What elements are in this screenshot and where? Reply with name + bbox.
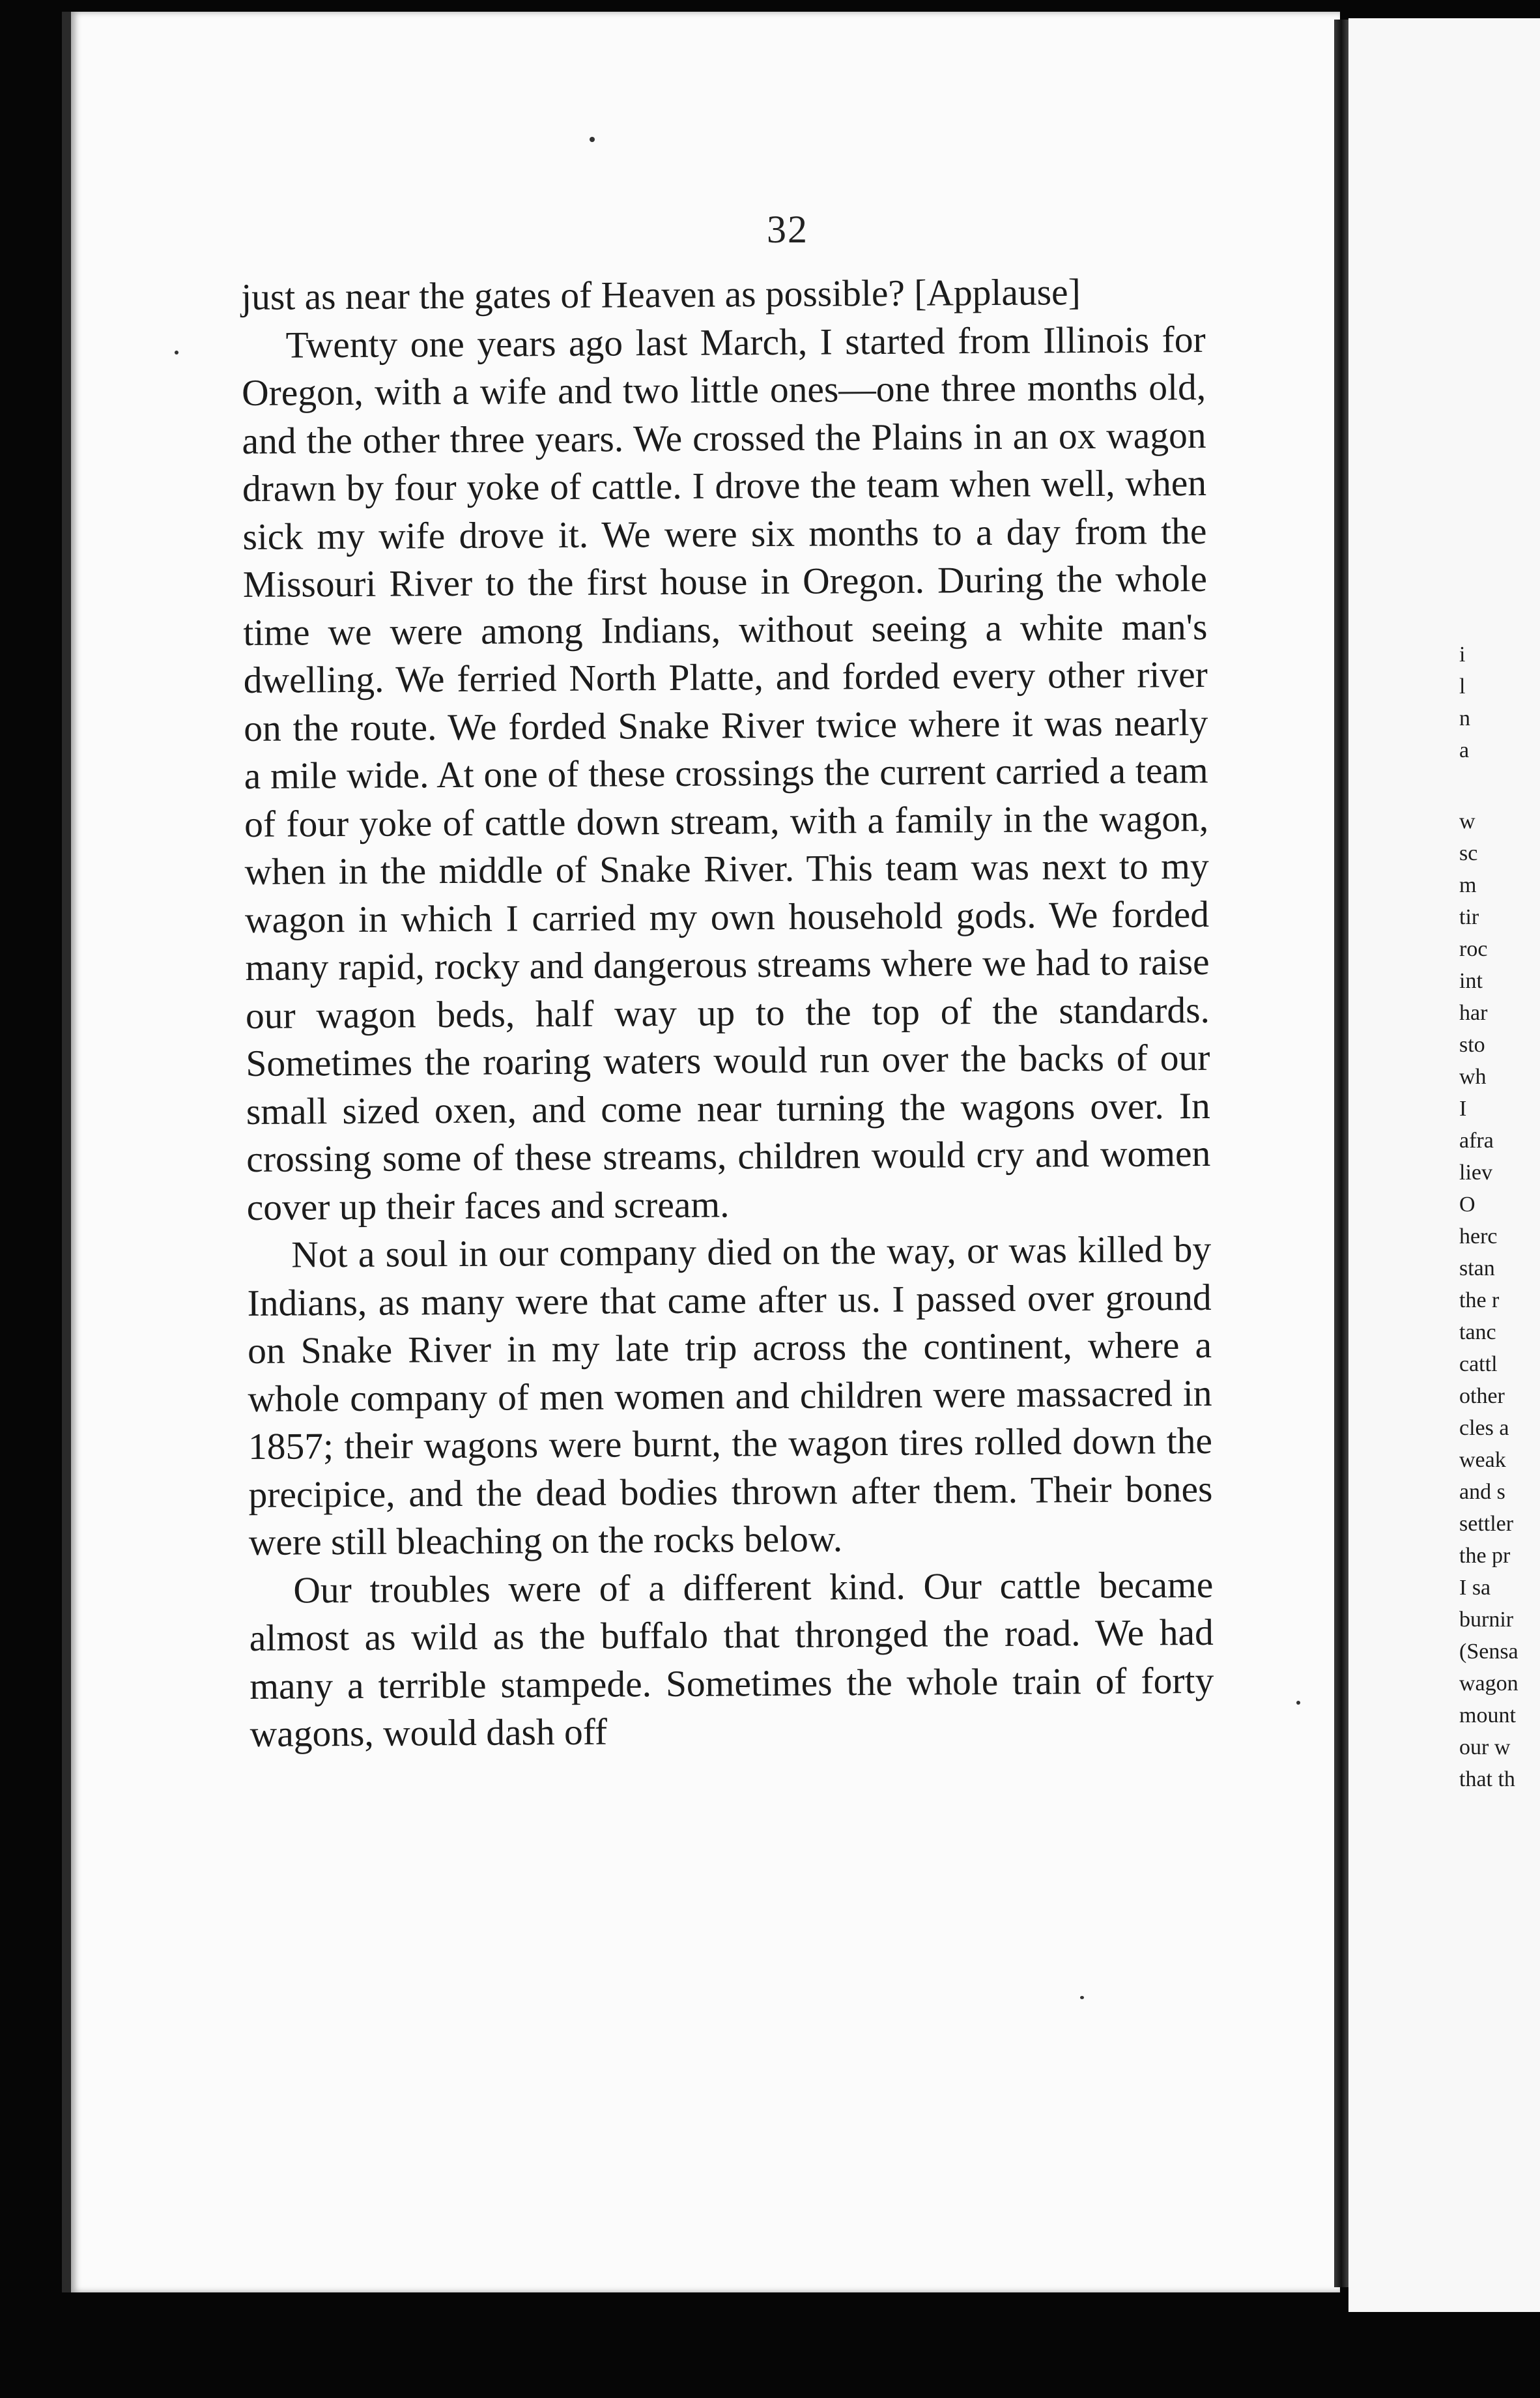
- scan-speck: [175, 351, 178, 354]
- facing-line: cles a: [1459, 1416, 1509, 1440]
- facing-line: m: [1459, 873, 1477, 897]
- facing-line: n: [1459, 706, 1470, 730]
- page-body-text: [241, 268, 1214, 1758]
- scan-speck: [1296, 1701, 1300, 1705]
- paragraph-continuation: just as near the gates of Heaven as possible? [Applause]: [241, 272, 1081, 318]
- facing-line: sc: [1459, 841, 1478, 865]
- facing-line: O: [1459, 1192, 1476, 1217]
- facing-line: (Sensa: [1459, 1640, 1519, 1664]
- facing-line: har: [1459, 1001, 1488, 1025]
- paragraph-troubles: Our troubles were of a different kind. Our cattle became almost as wild as the buffalo that thronged the road. We had many a terrible stampede. Sometimes the whole train of forty wagons, would dash off: [249, 1564, 1214, 1755]
- facing-line: other: [1459, 1384, 1505, 1408]
- facing-line: w: [1459, 809, 1476, 833]
- facing-line: the r: [1459, 1288, 1500, 1312]
- facing-line: a: [1459, 738, 1470, 762]
- facing-line: mount: [1459, 1703, 1516, 1727]
- paragraph-company: Not a soul in our company died on the way, or was killed by Indians, as many were that came after us. I passed over ground on Snake River in my late trip across the continent, where a whole company of men women and children were massacred in 1857; their wagons were burnt, the wagon tires rolled down the precipice, and the dead bodies thrown after them. Their bones were still bleaching on the rocks below.: [247, 1228, 1213, 1563]
- facing-page-text-fragments: [1459, 639, 1540, 1795]
- facing-line: stan: [1459, 1256, 1495, 1280]
- facing-line: tanc: [1459, 1320, 1496, 1344]
- facing-line: roc: [1459, 937, 1488, 961]
- facing-line: liev: [1459, 1161, 1492, 1185]
- facing-line: i: [1459, 643, 1466, 667]
- facing-line: and s: [1459, 1480, 1505, 1504]
- facing-line: that th: [1459, 1767, 1515, 1791]
- facing-line: I sa: [1459, 1576, 1491, 1600]
- facing-line: weak: [1459, 1448, 1506, 1472]
- facing-line: settler: [1459, 1512, 1514, 1536]
- facing-line: int: [1459, 969, 1483, 993]
- facing-line: wh: [1459, 1065, 1487, 1089]
- facing-line: wagon: [1459, 1671, 1519, 1696]
- facing-line: cattl: [1459, 1352, 1498, 1376]
- facing-line: burnir: [1459, 1608, 1514, 1632]
- facing-line: herc: [1459, 1224, 1498, 1249]
- facing-line: l: [1459, 674, 1466, 699]
- scan-speck: [1080, 1996, 1084, 1999]
- facing-line: afra: [1459, 1129, 1494, 1153]
- facing-line: our w: [1459, 1735, 1511, 1759]
- page-number: 32: [767, 208, 808, 251]
- facing-line: the pr: [1459, 1544, 1511, 1568]
- facing-line: tir: [1459, 905, 1479, 929]
- book-gutter: [1334, 20, 1348, 2287]
- paragraph-journey: Twenty one years ago last March, I started from Illinois for Oregon, with a wife and two little ones—one three months old, and the other three years. We crossed the Plains in an ox wagon drawn by four yoke of cattle. I drove the team when well, when sick my wife drove it. We were six months to a day from the Missouri River to the first house in Oregon. During the whole time we were among Indians, without seeing a white man's dwelling. We ferried North Platte, and forded every other river on the route. We forded Snake River twice where it was nearly a mile wide. At one of these crossings the current carried a team of four yoke of cattle down stream, with a family in the wagon, when in the middle of Snake River. This team was next to my wagon in which I carried my own household gods. We forded many rapid, rocky and dangerous streams where we had to raise our wagon beds, half way up to the top of the standards. Sometimes the roaring waters would run over the backs of our small sized oxen, and come near turning the wagons over. In crossing some of these streams, children would cry and women cover up their faces and scream.: [241, 319, 1211, 1228]
- facing-line: I: [1459, 1097, 1467, 1121]
- scan-speck: [590, 137, 595, 142]
- facing-line: sto: [1459, 1033, 1485, 1057]
